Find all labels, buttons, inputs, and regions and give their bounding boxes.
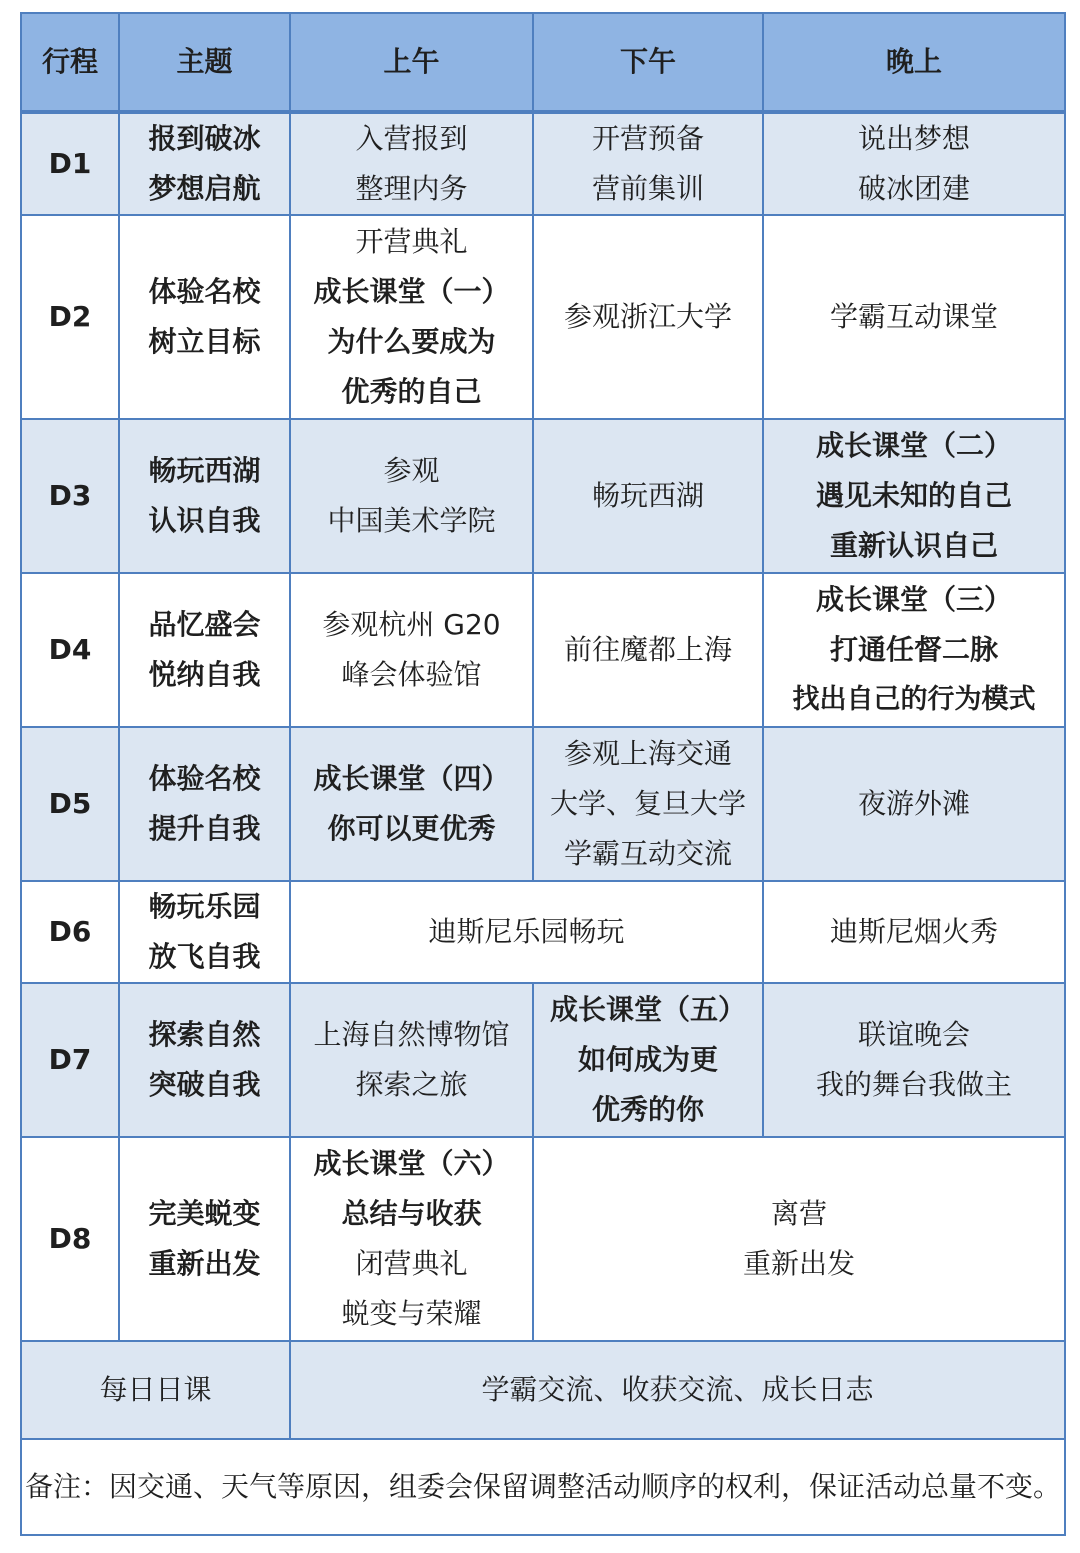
evening-cell [763,573,1065,727]
theme-line: 重新出发 [148,1247,261,1280]
course-line: 优秀的你 [591,1093,704,1126]
theme-cell [119,1137,290,1341]
theme-line: 认识自我 [148,504,261,537]
course-title: 成长课堂（六） [313,1147,510,1180]
theme-line: 体验名校 [148,275,261,308]
course-line: 为什么要成为 [327,325,496,358]
daily-label: 每日日课 [21,1341,290,1439]
table-row [21,983,1065,1137]
activity-line: 参观浙江大学 [563,300,732,333]
afternoon-cell [533,112,763,215]
activity-line: 参观上海交通 [563,737,732,770]
day-label: D4 [21,573,119,727]
activity-line: 探索之旅 [355,1068,468,1101]
activity-line: 上海自然博物馆 [313,1018,510,1051]
day-label: D8 [21,1137,119,1341]
theme-line: 畅玩西湖 [148,454,261,487]
activity-line: 中国美术学院 [327,504,496,537]
note-row [21,1439,1065,1535]
activity-line: 整理内务 [355,172,468,205]
activity-line: 参观杭州 G20 [322,608,501,641]
afternoon-cell [533,215,763,419]
theme-cell [119,419,290,573]
course-title: 成长课堂（三） [815,583,1012,616]
afternoon-cell [533,419,763,573]
activity-line: 破冰团建 [857,172,970,205]
course-line: 找出自己的行为模式 [792,684,1036,715]
theme-cell [119,215,290,419]
afternoon-cell [533,983,763,1137]
afternoon-cell [533,727,763,881]
theme-line: 梦想启航 [148,172,261,205]
activity-line: 峰会体验馆 [341,658,482,691]
course-line: 重新认识自己 [829,529,998,562]
theme-line: 树立目标 [148,325,261,358]
table-row [21,881,1065,983]
activity-line: 开营预备 [591,122,704,155]
schedule-table [20,12,1066,1536]
activity-line: 说出梦想 [857,122,970,155]
activity-line: 学霸互动交流 [563,837,732,870]
morning-cell [290,1137,533,1341]
day-activity-cell [290,881,763,983]
activity-line: 我的舞台我做主 [815,1068,1012,1101]
day-label: D1 [21,112,119,215]
theme-cell [119,573,290,727]
course-line: 如何成为更 [577,1043,718,1076]
day-label: D5 [21,727,119,881]
evening-cell [763,419,1065,573]
activity-line: 闭营典礼 [355,1247,468,1280]
course-title: 成长课堂（五） [549,993,746,1026]
theme-line: 报到破冰 [148,122,261,155]
theme-line: 提升自我 [148,812,261,845]
course-line: 遇见未知的自己 [815,479,1012,512]
header-row [21,13,1065,112]
activity-line: 重新出发 [742,1247,855,1280]
course-title: 成长课堂（四） [313,762,510,795]
day-label: D3 [21,419,119,573]
activity-line: 入营报到 [355,122,468,155]
header-evening: 晚上 [763,13,1065,112]
course-line: 优秀的自己 [341,375,482,408]
table-row [21,1137,1065,1341]
header-morning: 上午 [290,13,533,112]
activity-line: 蜕变与荣耀 [341,1297,482,1330]
table-row [21,573,1065,727]
morning-cell [290,112,533,215]
theme-cell [119,881,290,983]
afternoon-evening-cell [533,1137,1065,1341]
course-line: 打通任督二脉 [829,633,998,666]
header-afternoon: 下午 [533,13,763,112]
daily-row [21,1341,1065,1439]
evening-cell [763,112,1065,215]
morning-cell [290,215,533,419]
activity-line: 夜游外滩 [857,787,970,820]
activity-line: 联谊晚会 [857,1018,970,1051]
morning-cell [290,419,533,573]
activity-line: 畅玩西湖 [591,479,704,512]
evening-cell [763,727,1065,881]
course-title: 成长课堂（二） [815,429,1012,462]
activity-line: 参观 [383,454,440,487]
evening-cell [763,881,1065,983]
morning-cell [290,573,533,727]
theme-line: 放飞自我 [148,940,261,973]
course-line: 总结与收获 [341,1197,482,1230]
activity-line: 学霸互动课堂 [829,300,998,333]
theme-line: 畅玩乐园 [148,890,261,923]
day-label: D7 [21,983,119,1137]
theme-line: 探索自然 [148,1018,261,1051]
activity-line: 迪斯尼烟火秀 [829,915,998,948]
theme-line: 体验名校 [148,762,261,795]
course-line: 你可以更优秀 [327,812,496,845]
theme-cell [119,983,290,1137]
theme-line: 品忆盛会 [148,608,261,641]
header-day: 行程 [21,13,119,112]
activity-line: 开营典礼 [355,225,468,258]
table-row [21,727,1065,881]
morning-cell [290,983,533,1137]
afternoon-cell [533,573,763,727]
activity-line: 营前集训 [591,172,704,205]
table-row [21,419,1065,573]
course-title: 成长课堂（一） [313,275,510,308]
theme-cell [119,727,290,881]
day-label: D6 [21,881,119,983]
evening-cell [763,983,1065,1137]
daily-content: 学霸交流、收获交流、成长日志 [290,1341,1065,1439]
evening-cell [763,215,1065,419]
table-row [21,215,1065,419]
activity-line: 离营 [770,1197,827,1230]
morning-cell [290,727,533,881]
header-theme: 主题 [119,13,290,112]
theme-line: 悦纳自我 [148,658,261,691]
activity-line: 迪斯尼乐园畅玩 [428,915,625,948]
activity-line: 前往魔都上海 [563,633,732,666]
day-label: D2 [21,215,119,419]
theme-cell [119,112,290,215]
table-row [21,112,1065,215]
footnote: 备注：因交通、天气等原因，组委会保留调整活动顺序的权利，保证活动总量不变。 [21,1439,1065,1535]
theme-line: 突破自我 [148,1068,261,1101]
theme-line: 完美蜕变 [148,1197,261,1230]
activity-line: 大学、复旦大学 [549,787,746,820]
